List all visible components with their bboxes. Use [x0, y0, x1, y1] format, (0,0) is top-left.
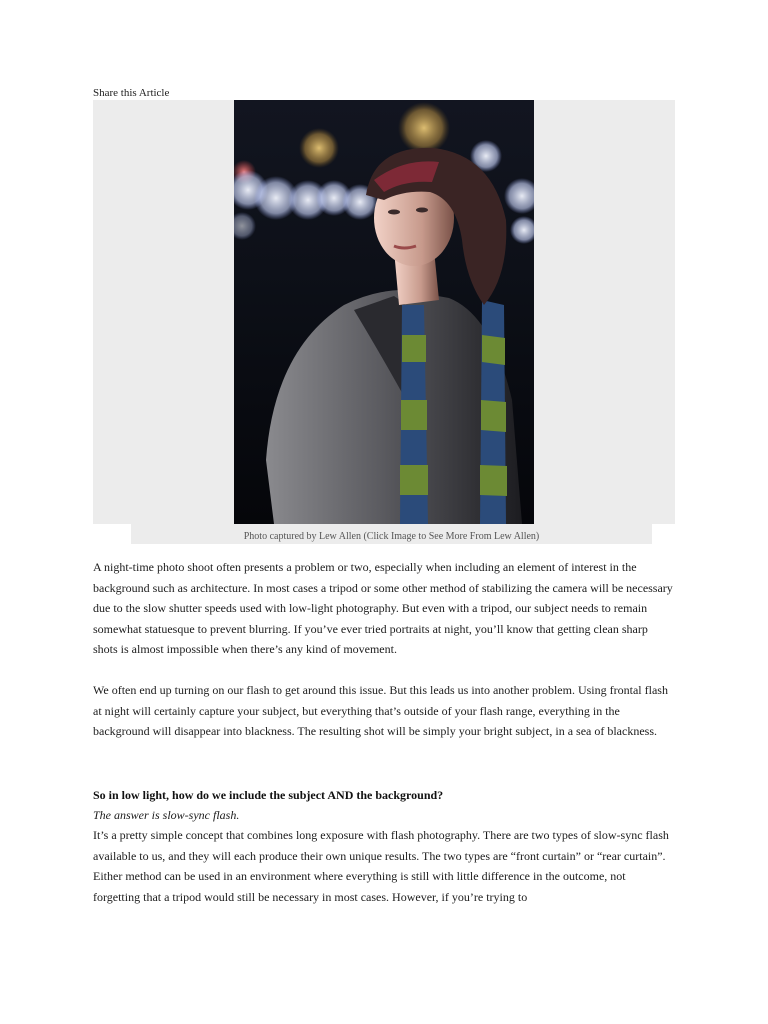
featured-photo[interactable] — [234, 100, 534, 524]
answer-line: The answer is slow-sync flash. — [93, 808, 240, 822]
section-heading: So in low light, how do we include the subject AND the background? — [93, 788, 444, 802]
share-article-link[interactable]: Share this Article — [93, 87, 170, 99]
paragraph-1: A night-time photo shoot often presents a problem or two, especially when including an element of interest in the background such as architecture. In most cases a tripod or some other method of stabilizing the camera will be necessary due to the slow shutter speeds used with low-light photography. But even with a tripod, our subject needs to remain somewhat statuesque to prevent blurring. If you’ve ever tried portraits at night, you’ll know that getting clean sharp shots is almost impossible when there’s any kind of movement. — [93, 560, 673, 656]
night-portrait-photo-graphic — [234, 100, 534, 524]
paragraph-2: We often end up turning on our flash to get around this issue. But this leads us into another problem. Using frontal flash at night will certainly capture your subject, but everything that’s outside of your flash range, everything in the background will disappear into blackness. The resulting shot will be simply your bright subject, in a sea of blackness. — [93, 683, 668, 738]
photo-caption-link[interactable]: Photo captured by Lew Allen (Click Image to See More From Lew Allen) — [243, 531, 540, 542]
paragraph-3: It’s a pretty simple concept that combines long exposure with flash photography. There are two types of slow-sync flash available to us, and they will each produce their own unique results. The two types are “front curtain” or “rear curtain”. Either method can be used in an environment where everything is still with little difference in the outcome, not forgetting that a tripod would still be necessary in most cases. However, if you’re trying to — [93, 828, 669, 904]
